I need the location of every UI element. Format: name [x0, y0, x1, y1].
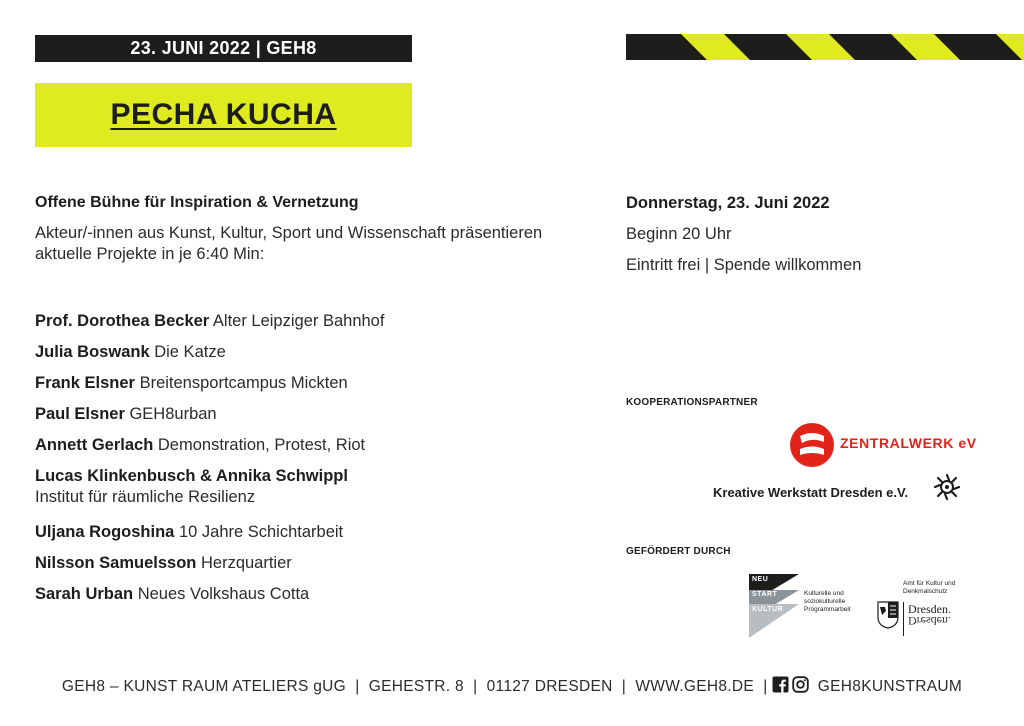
- dresden-name-mirror: Dresden.: [908, 614, 951, 628]
- speaker-item: [35, 373, 595, 404]
- speaker-project: Alter Leipziger Bahnhof: [212, 312, 385, 330]
- speaker-name: Sarah Urban: [35, 585, 134, 603]
- speaker-item: [35, 342, 595, 373]
- event-date: Donnerstag, 23. Juni 2022: [626, 194, 830, 212]
- speaker-name: Nilsson Samuelsson: [35, 554, 197, 572]
- nsk-desc-line: Programmarbeit: [804, 606, 851, 613]
- nsk-line-2: START: [752, 591, 778, 598]
- social-handle[interactable]: GEH8KUNSTRAUM: [817, 678, 963, 695]
- speaker-name: Prof. Dorothea Becker: [35, 312, 210, 330]
- speaker-project: GEH8urban: [129, 405, 217, 423]
- nsk-desc-line: Kulturelle und: [804, 590, 844, 597]
- speaker-item: [35, 553, 595, 584]
- speaker-project: Herzquartier: [200, 554, 292, 572]
- kreative-werkstatt-icon: [932, 472, 962, 502]
- footer-address: GEH8 – KUNST RAUM ATELIERS gUG | GEHESTR. 8 | 01127 DRESDEN | WWW.GEH8.DE |: [61, 678, 768, 695]
- speaker-project: Die Katze: [154, 343, 226, 361]
- dresden-office-line: Denkmalschutz: [903, 588, 948, 595]
- speaker-project: Institut für räumliche Resilienz: [35, 488, 256, 506]
- intro-text: Akteur/-innen aus Kunst, Kultur, Sport und Wissenschaft präsentieren aktuelle Projekte in je 6:40 Min:: [35, 224, 543, 263]
- speaker-name: Uljana Rogoshina: [35, 523, 175, 541]
- social-icons: [772, 676, 809, 693]
- instagram-icon[interactable]: [792, 676, 809, 693]
- speaker-project: 10 Jahre Schichtarbeit: [178, 523, 344, 541]
- facebook-icon[interactable]: [772, 676, 789, 693]
- speaker-name: Lucas Klinkenbusch & Annika Schwippl: [35, 467, 348, 485]
- dresden-name: Dresden.: [908, 602, 951, 616]
- speaker-item: [35, 466, 595, 522]
- speaker-item: [35, 311, 595, 342]
- title-box: [35, 83, 412, 147]
- nsk-desc-line: soziokulturelle: [804, 598, 846, 605]
- speaker-project: Breitensportcampus Mickten: [139, 374, 348, 392]
- dresden-crest-icon: [877, 601, 899, 629]
- speaker-name: Frank Elsner: [35, 374, 135, 392]
- date-bar: 23. JUNI 2022 | GEH8: [35, 35, 412, 62]
- kreative-werkstatt-name: Kreative Werkstatt Dresden e.V.: [713, 485, 909, 500]
- intro-subtitle: Offene Bühne für Inspiration & Vernetzung: [35, 194, 359, 211]
- speaker-project: Neues Volkshaus Cotta: [137, 585, 310, 603]
- speaker-project: Demonstration, Protest, Riot: [157, 436, 366, 454]
- funding-label: GEFÖRDERT DURCH: [626, 546, 731, 557]
- event-entry: Eintritt frei | Spende willkommen: [626, 256, 862, 274]
- nsk-line-1: NEU: [752, 576, 769, 583]
- dresden-divider: [903, 602, 904, 636]
- zentralwerk-name: ZENTRALWERK eV: [840, 435, 977, 451]
- partners-label: KOOPERATIONSPARTNER: [626, 397, 758, 408]
- speaker-item: [35, 435, 595, 466]
- intro-section: [35, 192, 595, 265]
- dresden-office: [903, 580, 955, 596]
- speaker-name: Paul Elsner: [35, 405, 125, 423]
- speaker-list: [35, 311, 595, 615]
- page-title: PECHA KUCHA: [110, 98, 337, 131]
- nsk-description: [804, 590, 851, 614]
- event-start: Beginn 20 Uhr: [626, 225, 732, 243]
- nsk-line-3: KULTUR: [752, 606, 784, 613]
- event-info: [626, 192, 1016, 276]
- speaker-item: [35, 522, 595, 553]
- footer: [0, 676, 1024, 696]
- speaker-name: Annett Gerlach: [35, 436, 154, 454]
- speaker-item: [35, 404, 595, 435]
- speaker-name: Julia Boswank: [35, 343, 150, 361]
- dresden-office-line: Amt für Kultur und: [903, 580, 956, 587]
- hazard-stripe-decoration: [626, 34, 1024, 60]
- speaker-item: [35, 584, 595, 615]
